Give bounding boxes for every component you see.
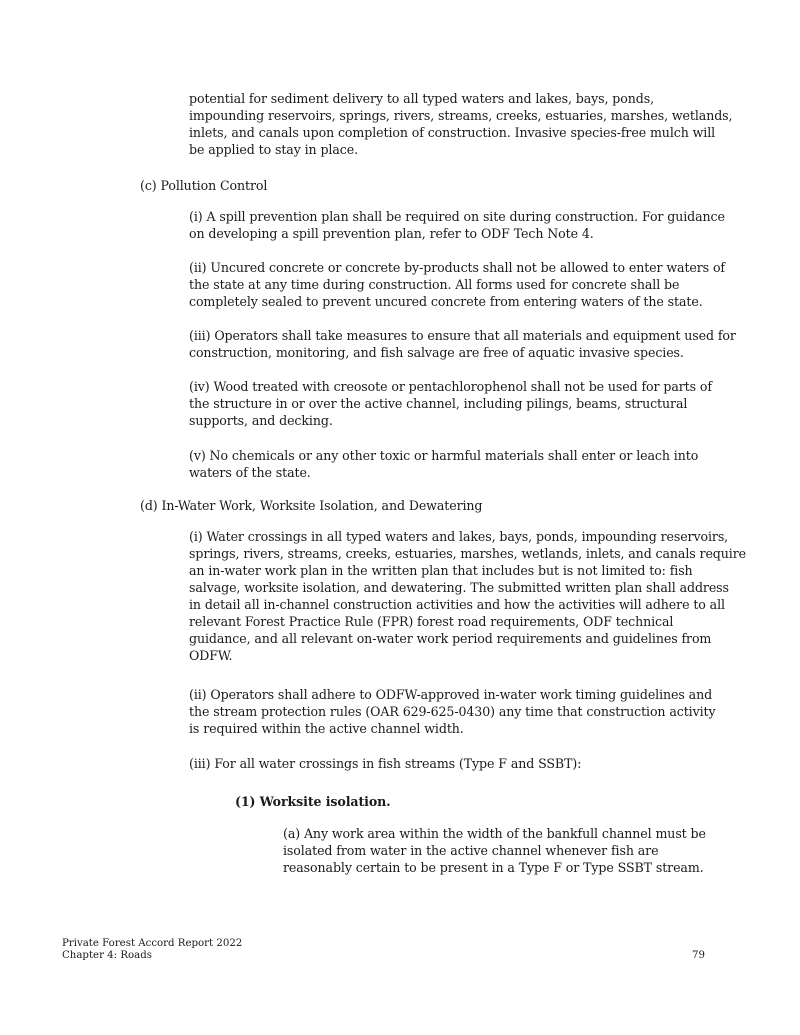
- text-line: in detail all in-channel construction activities and how the activities will adhere to all: [189, 597, 725, 612]
- page-number: 79: [692, 950, 705, 961]
- text-line: inlets, and canals upon completion of construction. Invasive species-free mulch will: [189, 125, 716, 140]
- text-line: (iv) Wood treated with creosote or pentachlorophenol shall not be used for parts of: [189, 379, 712, 394]
- text-line: salvage, worksite isolation, and dewatering. The submitted written plan shall address: [189, 580, 729, 595]
- heading-pollution-control: [140, 177, 710, 194]
- text-line: (v) No chemicals or any other toxic or harmful materials shall enter or leach into: [189, 448, 699, 463]
- text-line: (iii) For all water crossings in fish streams (Type F and SSBT):: [189, 756, 582, 771]
- text-line: is required within the active channel width.: [189, 721, 464, 736]
- heading-in-water-work: [140, 497, 710, 514]
- text-line: potential for sediment delivery to all typed waters and lakes, bays, ponds,: [189, 91, 654, 106]
- text-line: on developing a spill prevention plan, refer to ODF Tech Note 4.: [189, 226, 594, 241]
- text-line: (ii) Operators shall adhere to ODFW-approved in-water work timing guidelines and: [189, 687, 713, 702]
- paragraph-item-a: [283, 825, 713, 876]
- text-line: supports, and decking.: [189, 413, 333, 428]
- text-line: the stream protection rules (OAR 629-625-0430) any time that construction activity: [189, 704, 716, 719]
- text-line: (i) A spill prevention plan shall be required on site during construction. For guidance: [189, 209, 725, 224]
- paragraph-d-iii: [189, 755, 717, 772]
- text-line: waters of the state.: [189, 465, 311, 480]
- paragraph-c-iii: [189, 327, 736, 361]
- subsection-heading: (1) Worksite isolation.: [235, 794, 391, 809]
- text-line: the structure in or over the active channel, including pilings, beams, structural: [189, 396, 688, 411]
- paragraph-c-i: [189, 208, 725, 242]
- text-line: isolated from water in the active channel whenever fish are: [283, 843, 659, 858]
- paragraph-intro-continuation: [189, 90, 733, 158]
- text-line: impounding reservoirs, springs, rivers, streams, creeks, estuaries, marshes, wetlands,: [189, 108, 733, 123]
- text-line: be applied to stay in place.: [189, 142, 358, 157]
- section-heading: (c) Pollution Control: [140, 178, 268, 193]
- text-line: an in-water work plan in the written plan that includes but is not limited to: fish: [189, 563, 693, 578]
- footer-report-title: Private Forest Accord Report 2022: [62, 938, 243, 949]
- paragraph-c-ii: [189, 259, 725, 310]
- paragraph-d-ii: [189, 686, 717, 737]
- text-line: (a) Any work area within the width of the bankfull channel must be: [283, 826, 706, 841]
- page-footer: [62, 938, 242, 962]
- text-line: springs, rivers, streams, creeks, estuaries, marshes, wetlands, inlets, and canals require: [189, 546, 746, 561]
- text-line: (i) Water crossings in all typed waters and lakes, bays, ponds, impounding reservoirs,: [189, 529, 729, 544]
- text-line: ODFW.: [189, 648, 233, 663]
- text-line: construction, monitoring, and fish salvage are free of aquatic invasive species.: [189, 345, 684, 360]
- footer-chapter: Chapter 4: Roads: [62, 950, 152, 961]
- paragraph-d-i: [189, 528, 746, 664]
- paragraph-c-iv: [189, 378, 717, 429]
- paragraph-c-v: [189, 447, 717, 481]
- text-line: the state at any time during construction. All forms used for concrete shall be: [189, 277, 680, 292]
- text-line: (iii) Operators shall take measures to ensure that all materials and equipment used for: [189, 328, 736, 343]
- text-line: reasonably certain to be present in a Type F or Type SSBT stream.: [283, 860, 704, 875]
- text-line: completely sealed to prevent uncured concrete from entering waters of the state.: [189, 294, 703, 309]
- text-line: guidance, and all relevant on-water work period requirements and guidelines from: [189, 631, 712, 646]
- heading-worksite-isolation: [235, 793, 715, 810]
- section-heading: (d) In-Water Work, Worksite Isolation, and Dewatering: [140, 498, 483, 513]
- text-line: (ii) Uncured concrete or concrete by-products shall not be allowed to enter waters of: [189, 260, 725, 275]
- text-line: relevant Forest Practice Rule (FPR) forest road requirements, ODF technical: [189, 614, 674, 629]
